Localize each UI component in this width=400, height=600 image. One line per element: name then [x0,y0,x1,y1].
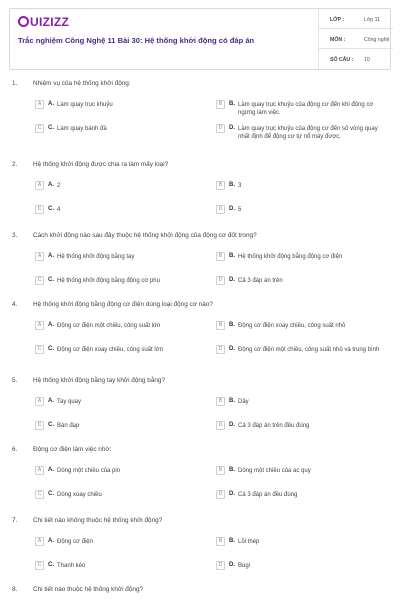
meta-row-class [319,9,393,29]
question-text: Hệ thống khởi động được chia ra làm mấy loại? [33,161,169,168]
meta-key: MÔN : [330,37,346,43]
question-text: Chi tiết nào thuộc hệ thống khởi động? [33,586,144,593]
option-letter: C. [48,562,54,568]
option-text: 5 [238,207,242,213]
option-checkbox[interactable]: C [35,490,44,499]
option-text: Hệ thống khởi động bằng động cơ điện [238,254,343,260]
option-letter: D. [229,206,235,212]
option-letter: D. [229,422,235,428]
option-text: Động cơ điện xoay chiều, công suất nhỏ [238,323,346,329]
option-text: Động cơ điện xoay chiều, công suất lớn [57,347,163,353]
option-letter: C. [48,125,54,131]
question-number: 1. [12,80,18,87]
option-checkbox[interactable]: B [216,321,225,330]
option-text: Làm quay trục khuỷu [57,102,113,108]
question-number: 4. [12,301,18,308]
option-text: Làm quay bánh đà [57,126,107,132]
option-checkbox[interactable]: C [35,276,44,285]
meta-row-count [319,49,393,69]
option-text: Lõi thép [238,539,260,545]
option-text: Cả 3 đáp án trên đều đúng [238,423,310,429]
option-checkbox[interactable]: C [35,345,44,354]
question-number: 3. [12,232,18,239]
logo-q-icon [18,16,29,27]
option-checkbox[interactable]: C [35,421,44,430]
option-checkbox[interactable]: A [35,397,44,406]
option-letter: A. [48,467,54,473]
option-text: Động cơ điện [57,539,93,545]
option-checkbox[interactable]: A [35,466,44,475]
worksheet-header [9,8,391,70]
option-checkbox[interactable]: C [35,561,44,570]
question-text: Chi tiết nào không thuộc hệ thống khởi động? [33,517,163,524]
option-text: Dây [238,399,249,405]
option-text: 2 [57,183,61,189]
meta-value: Lớp 11 [364,17,380,23]
question-number: 2. [12,161,18,168]
question-text: Cách khởi động nào sau đây thuộc hệ thống khởi động của động cơ đốt trong? [33,232,257,239]
quizizz-logo [18,15,69,29]
option-letter: A. [48,182,54,188]
meta-table [318,9,392,69]
option-letter: B. [229,253,235,259]
option-letter: D. [229,125,235,131]
option-letter: C. [48,422,54,428]
question-number: 6. [12,446,18,453]
option-text: Bugi [238,563,251,569]
option-letter: D. [229,346,235,352]
logo-text: UIZIZZ [30,15,70,29]
meta-row-subject [319,29,393,49]
question-number: 7. [12,517,18,524]
option-letter: C. [48,206,54,212]
option-letter: D. [229,277,235,283]
option-text: Dòng một chiều của ac quy [238,468,311,474]
meta-value: 10 [364,57,370,63]
option-text: Thanh kéo [57,563,86,569]
question-text: Hệ thống khởi động bằng động cơ điện dùng loại động cơ nào? [33,301,213,308]
option-letter: C. [48,491,54,497]
option-text: Dòng một chiều của pin [57,468,121,474]
option-checkbox[interactable]: C [35,205,44,214]
option-text: Cả 3 đáp án trên [238,278,283,284]
option-checkbox[interactable]: A [35,321,44,330]
option-checkbox[interactable]: A [35,100,44,109]
option-checkbox[interactable]: C [35,124,44,133]
meta-key: LỚP : [330,17,345,23]
option-letter: A. [48,322,54,328]
option-checkbox[interactable]: B [216,397,225,406]
option-text: Làm quay trục khuỷu của động cơ đến số vòng quay nhất định để động cơ tự nổ máy được. [238,126,378,140]
option-checkbox[interactable]: D [216,421,225,430]
option-text: Động cơ điện một chiều, công suất lớn [57,323,161,329]
option-checkbox[interactable]: B [216,100,225,109]
option-letter: D. [229,491,235,497]
option-text: Hệ thống khởi động bằng tay [57,254,135,260]
option-letter: C. [48,277,54,283]
option-checkbox[interactable]: A [35,537,44,546]
option-checkbox[interactable]: D [216,124,225,133]
option-checkbox[interactable]: D [216,561,225,570]
option-checkbox[interactable]: D [216,490,225,499]
option-text: Bàn đạp [57,423,80,429]
question-number: 5. [12,377,18,384]
option-letter: B. [229,398,235,404]
option-text: Dòng xoay chiều [57,492,102,498]
option-letter: B. [229,182,235,188]
question-number: 8. [12,586,18,593]
option-checkbox[interactable]: D [216,345,225,354]
option-checkbox[interactable]: A [35,252,44,261]
option-checkbox[interactable]: D [216,205,225,214]
option-text: 3 [238,183,242,189]
meta-value: Công nghệ [364,37,390,43]
option-checkbox[interactable]: B [216,537,225,546]
option-letter: D. [229,562,235,568]
option-text: 4 [57,207,61,213]
option-letter: C. [48,346,54,352]
option-letter: A. [48,253,54,259]
option-letter: B. [229,467,235,473]
option-text: Làm quay trục khuỷu của động cơ đến khi động cơ ngừng làm việc. [238,102,374,116]
option-text: Cả 3 đáp án đều đúng [238,492,298,498]
option-letter: A. [48,538,54,544]
option-text: Động cơ điện một chiều, công suất nhỏ và trung bình [238,347,380,353]
worksheet-title: Trắc nghiệm Công Nghệ 11 Bài 30: Hệ thống khởi động có đáp án [18,36,255,45]
option-letter: A. [48,398,54,404]
option-letter: B. [229,538,235,544]
option-text: Tay quay [57,399,82,405]
option-letter: B. [229,322,235,328]
option-checkbox[interactable]: A [35,181,44,190]
option-checkbox[interactable]: B [216,181,225,190]
question-text: Động cơ điện làm việc nhờ: [33,446,112,453]
option-letter: A. [48,101,54,107]
option-checkbox[interactable]: B [216,252,225,261]
option-checkbox[interactable]: D [216,276,225,285]
option-checkbox[interactable]: B [216,466,225,475]
question-text: Hệ thống khởi động bằng tay khởi động bằng? [33,377,166,384]
meta-key: SỐ CÂU : [330,57,354,63]
question-text: Nhiệm vụ của hệ thống khởi động: [33,80,131,87]
option-text: Hệ thống khởi động bằng động cơ phụ [57,278,160,284]
option-letter: B. [229,101,235,107]
